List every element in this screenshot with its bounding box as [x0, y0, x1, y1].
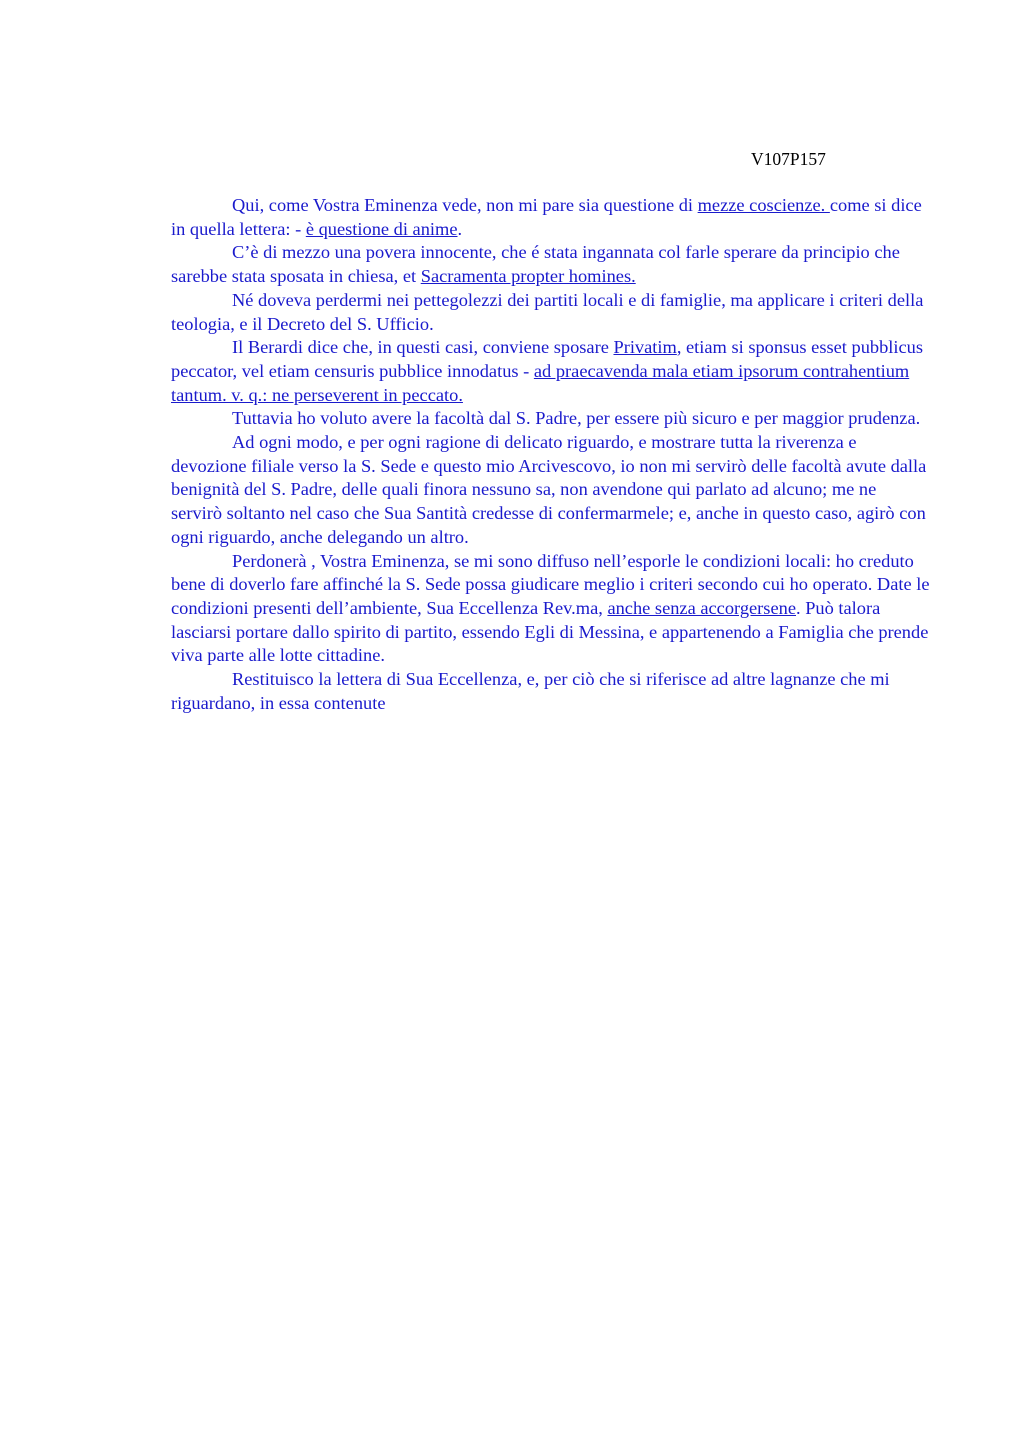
paragraph [171, 289, 931, 336]
text-run: Restituisco la lettera di Sua Eccellenza, e, per ciò che si riferisce ad altre lagnanze che mi riguardano, in essa contenute [171, 669, 890, 713]
paragraph [171, 431, 931, 550]
text-run: . Può talora lasciarsi portare dallo spirito di partito, essendo Egli di Messina, e appartenendo a Famiglia che prende viva parte alle lotte cittadine. [171, 597, 929, 666]
text-run: Qui, come Vostra Eminenza vede, non mi pare sia questione di [232, 195, 698, 215]
underlined-text: anche senza accorgersene [607, 597, 796, 618]
paragraph [171, 407, 931, 431]
text-run: Tuttavia ho voluto avere la facoltà dal S. Padre, per essere più sicuro e per maggior prudenza. [232, 408, 921, 429]
paragraph [171, 336, 931, 407]
letter-body [171, 194, 931, 715]
text-run: , etiam si sponsus esset pubblicus peccator, vel etiam censuris pubblice innodatus - [171, 337, 924, 381]
text-run: . [457, 218, 463, 239]
text-run: Perdonerà , Vostra Eminenza, se mi sono diffuso nell’esporle le condizioni locali: ho creduto bene di doverlo fare affinché la S. Sede possa giudicare meglio i criteri secondo cui ho operato. Date le condizioni presenti dell’ambiente, Sua Eccellenza Rev.ma, [171, 550, 930, 618]
text-run: come si dice in quella lettera: - [171, 195, 922, 239]
text-run: Il Berardi dice che, in questi casi, conviene sposare [232, 337, 614, 358]
underlined-text: è questione di anime [305, 218, 458, 239]
paragraph [171, 550, 931, 669]
underlined-text: Sacramenta propter homines. [420, 266, 636, 287]
paragraph [171, 194, 931, 241]
underlined-text: ad praecavenda mala etiam ipsorum contrahentium tantum. v. q.: ne perseverent in peccato. [171, 360, 910, 405]
text-run: C’è di mezzo una povera innocente, che é stata ingannata col farle sperare da principio che sarebbe stata sposata in chiesa, et [171, 242, 900, 287]
text-run: Né doveva perdermi nei pettegolezzi dei partiti locali e di famiglie, ma applicare i criteri della teologia, e il Decreto del S. Ufficio. [171, 289, 924, 334]
paragraph [171, 241, 931, 288]
underlined-text: Privatim [613, 337, 677, 358]
underlined-text: mezze coscienze. [697, 195, 830, 215]
text-run: Ad ogni modo, e per ogni ragione di delicato riguardo, e mostrare tutta la riverenza e devozione filiale verso la S. Sede e questo mio Arcivescovo, io non mi servirò delle facoltà avute dalla benignità del S. Padre, delle quali finora nessuno sa, non avendone qui parlato ad alcuno; me ne servirò soltanto nel caso che Sua Santità credesse di confermarmele; e, anche in questo caso, agirò con ogni riguardo, anche delegando un altro. [171, 432, 927, 547]
paragraph [171, 668, 931, 715]
page-id: V107P157 [751, 149, 826, 169]
